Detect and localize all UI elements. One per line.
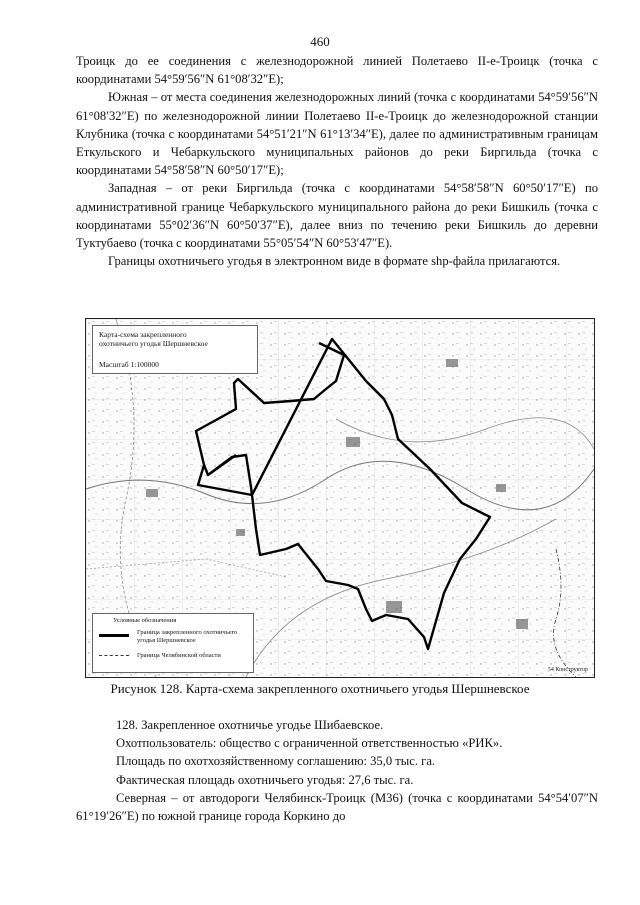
paragraph-south-boundary: Южная – от места соединения железнодорожных линий (точка с координатами 54°59′56″N 61°08′32″E) по железнодорожной линии Полетаево II-е-Троицк до железнодорожной станции Клубника (точка с координатами 54°51′21″N 61°13′34″E), далее по административным границам Еткульского и Чебаркульского муниципальных районов до реки Биргильда (точка с координатами 54°58′58″N 60°50′17″E);	[76, 90, 598, 178]
legend-title: Условные обозначения	[113, 617, 177, 624]
document-body-bottom	[76, 716, 598, 825]
paragraph-west-boundary: Западная – от реки Биргильда (точка с координатами 54°58′58″N 60°50′17″E) по административной границе Чебаркульского муниципального района до реки Бишкиль (точка с координатами 55°02′36″N 60°50′37″E), далее вниз по течению реки Бишкиль до деревни Туктубаево (точка с координатами 55°05′54″N 60°53′47″E).	[76, 181, 598, 251]
paragraph-user: Охотпользователь: общество с ограниченной ответственностью «РИК».	[116, 736, 503, 751]
legend-region-label: Граница Челябинской области	[137, 652, 221, 659]
figure-caption: Рисунок 128. Карта-схема закрепленного охотничьего угодья Шершневское	[110, 681, 530, 696]
document-body-top	[76, 52, 598, 270]
paragraph-north-boundary: Северная – от автодороги Челябинск-Троицк (М36) (точка с координатами 54°54′07″N 61°19′26″E) по южной границе города Коркино до	[76, 790, 598, 824]
paragraph-agreement-area: Площадь по охотхозяйственному соглашению: 35,0 тыс. га.	[116, 754, 436, 769]
paragraph-heading: 128. Закрепленное охотничье угодье Шибаевское.	[116, 718, 384, 732]
map-title-box	[92, 325, 258, 374]
hunting-ground-map	[85, 318, 595, 678]
legend-boundary-swatch	[99, 634, 129, 637]
paragraph-shp-note: Границы охотничьего угодья в электронном виде в формате shp-файла прилагаются.	[108, 254, 561, 269]
page-number: 460	[310, 34, 330, 49]
paragraph-actual-area: Фактическая площадь охотничьего угодья: 27,6 тыс. га.	[116, 772, 414, 787]
legend-boundary-label: Граница закрепленного охотничьего угодья Шершневское	[137, 629, 238, 644]
legend-region-swatch	[99, 655, 129, 656]
map-legend	[92, 613, 254, 673]
map-scale: Масштаб 1:100000	[99, 360, 159, 369]
map-title-line: Карта-схема закрепленного	[99, 330, 187, 339]
map-title-line: охотничьего угодья Шершневское	[99, 339, 208, 348]
map-corner-label: 54 Конструктор	[547, 667, 588, 673]
paragraph: Троицк до ее соединения с железнодорожной линией Полетаево II-е-Троицк (точка с координатами 54°59′56″N 61°08′32″E);	[76, 54, 598, 87]
